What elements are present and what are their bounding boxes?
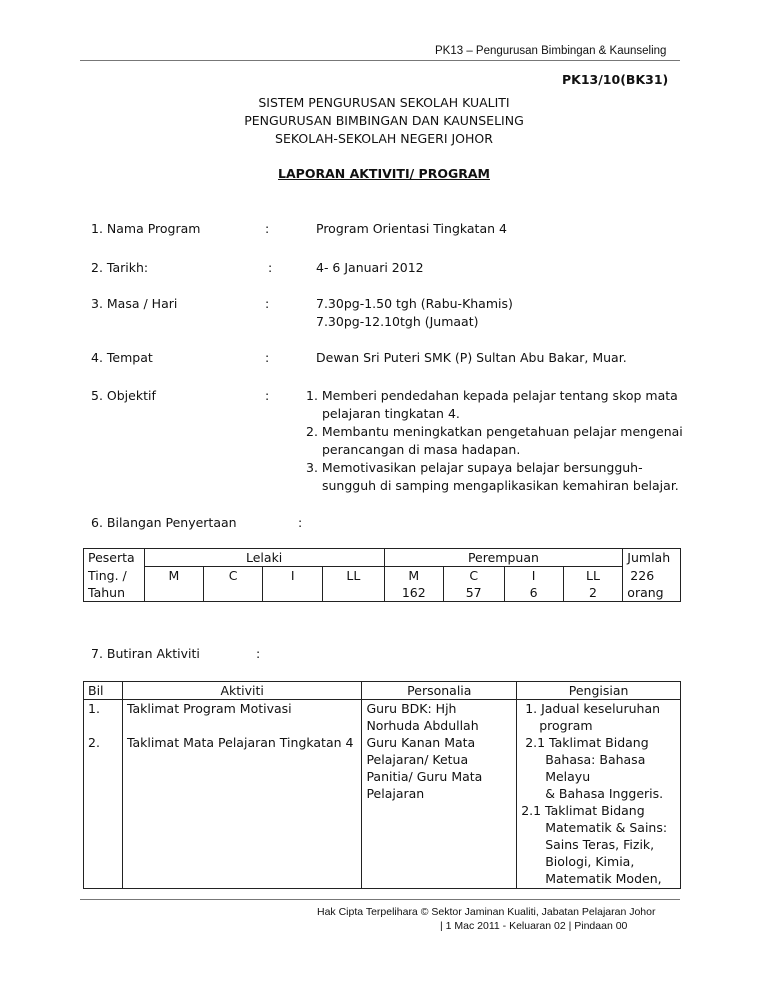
aktiviti-header: Aktiviti [122, 682, 361, 700]
peserta-header: Peserta [84, 549, 145, 567]
personalia-line: Panitia/ Guru Mata [366, 769, 483, 784]
jumlah-unit: orang [627, 584, 664, 600]
footer-copyright: Hak Cipta Terpelihara © Sektor Jaminan Kualiti, Jabatan Pelajaran Johor [317, 906, 656, 918]
objective-3-line-2: sungguh di samping mengaplikasikan kemahiran belajar. [322, 478, 679, 493]
tahun-label: Tahun [88, 584, 125, 600]
sub-header-i: I [290, 568, 295, 583]
personalia-line: Pelajaran [366, 786, 425, 801]
org-line-1: SISTEM PENGURUSAN SEKOLAH KUALITI [258, 95, 510, 110]
activities-table [83, 681, 681, 889]
activities-body-row [84, 700, 681, 889]
personalia-cell [362, 700, 517, 889]
field-separator: : [298, 515, 303, 530]
objective-2-line-2: perancangan di masa hadapan. [322, 442, 521, 457]
pengisian-line: 2.1 Taklimat Bidang [521, 803, 645, 818]
pengisian-header: Pengisian [517, 682, 681, 700]
pengisian-line: Matematik Moden, [545, 871, 662, 886]
field-separator: : [265, 221, 270, 236]
ting-tahun-cell [84, 567, 145, 602]
field-separator: : [256, 646, 261, 661]
sub-header-ll: LL [586, 568, 600, 583]
participants-header-row [84, 549, 681, 567]
pengisian-line: Matematik & Sains: [545, 820, 668, 835]
lelaki-ll-cell [323, 567, 384, 602]
field-label-objektif: 5. Objektif [91, 388, 156, 403]
footer-revision: | 1 Mac 2011 - Keluaran 02 | Pindaan 00 [440, 920, 628, 932]
header-rule [80, 60, 680, 61]
pengisian-line: 2.1 Taklimat Bidang [525, 735, 649, 750]
participants-values-row [84, 567, 681, 602]
field-label-tempat: 4. Tempat [91, 350, 153, 365]
perempuan-i-value: 6 [529, 585, 538, 600]
lelaki-m-cell [144, 567, 203, 602]
perempuan-header: Perempuan [384, 549, 623, 567]
field-label-bilangan: 6. Bilangan Penyertaan [91, 515, 237, 530]
org-line-2: PENGURUSAN BIMBINGAN DAN KAUNSELING [244, 113, 524, 128]
perempuan-c-cell [443, 567, 504, 602]
objective-3-line-1: 3. Memotivasikan pelajar supaya belajar bersungguh- [306, 460, 643, 475]
pengisian-line: Bahasa: Bahasa Melayu [545, 752, 646, 784]
ting-label: Ting. / [88, 567, 127, 583]
field-value-masa-1: 7.30pg-1.50 tgh (Rabu-Khamis) [316, 296, 513, 311]
personalia-line: Norhuda Abdullah [366, 718, 479, 733]
field-label-nama-program: 1. Nama Program [91, 221, 201, 236]
pengisian-cell [517, 700, 681, 889]
bil-header: Bil [84, 682, 123, 700]
pengisian-line: & Bahasa Inggeris. [545, 786, 664, 801]
personalia-line: Guru BDK: Hjh [366, 701, 457, 716]
field-value-tempat: Dewan Sri Puteri SMK (P) Sultan Abu Bakar, Muar. [316, 350, 627, 365]
jumlah-cell [623, 567, 681, 602]
header-title: PK13 – Pengurusan Bimbingan & Kaunseling [435, 45, 667, 57]
lelaki-c-cell [204, 567, 263, 602]
pengisian-line: program [539, 718, 593, 733]
pengisian-line: Sains Teras, Fizik, [545, 837, 655, 852]
personalia-header: Personalia [362, 682, 517, 700]
pengisian-line: Biologi, Kimia, [545, 854, 635, 869]
bil-cell [84, 700, 123, 889]
document-code: PK13/10(BK31) [562, 72, 669, 87]
participants-table [83, 548, 681, 602]
report-title: LAPORAN AKTIVITI/ PROGRAM [278, 166, 490, 181]
field-value-nama-program: Program Orientasi Tingkatan 4 [316, 221, 507, 236]
sub-header-m: M [168, 568, 180, 583]
objective-1-line-2: pelajaran tingkatan 4. [322, 406, 460, 421]
field-separator: : [265, 388, 270, 403]
lelaki-header: Lelaki [144, 549, 384, 567]
aktiviti-1: Taklimat Program Motivasi [126, 701, 292, 716]
bil-2: 2. [88, 735, 100, 750]
org-line-3: SEKOLAH-SEKOLAH NEGERI JOHOR [275, 131, 493, 146]
field-value-masa-2: 7.30pg-12.10tgh (Jumaat) [316, 314, 479, 329]
aktiviti-cell [122, 700, 361, 889]
perempuan-ll-cell [563, 567, 623, 602]
field-separator: : [265, 296, 270, 311]
personalia-line: Guru Kanan Mata [366, 735, 476, 750]
field-label-butiran: 7. Butiran Aktiviti [91, 646, 200, 661]
activities-header-row [84, 682, 681, 700]
objective-1-line-1: 1. Memberi pendedahan kepada pelajar tentang skop mata [306, 388, 678, 403]
jumlah-value: 226 [630, 567, 655, 583]
sub-header-i: I [531, 568, 536, 583]
field-value-tarikh: 4- 6 Januari 2012 [316, 260, 424, 275]
field-label-tarikh: 2. Tarikh: [91, 260, 149, 275]
aktiviti-2: Taklimat Mata Pelajaran Tingkatan 4 [126, 735, 354, 750]
perempuan-m-cell [384, 567, 443, 602]
perempuan-m-value: 162 [401, 585, 426, 600]
personalia-line: Pelajaran/ Ketua [366, 752, 469, 767]
lelaki-i-cell [263, 567, 323, 602]
field-label-masa: 3. Masa / Hari [91, 296, 178, 311]
field-separator: : [268, 260, 273, 275]
perempuan-c-value: 57 [465, 585, 482, 600]
sub-header-c: C [228, 568, 238, 583]
field-separator: : [265, 350, 270, 365]
jumlah-header: Jumlah [623, 549, 681, 567]
sub-header-c: C [469, 568, 479, 583]
sub-header-ll: LL [346, 568, 361, 583]
objective-2-line-1: 2. Membantu meningkatkan pengetahuan pelajar mengenai [306, 424, 683, 439]
sub-header-m: M [408, 568, 420, 583]
pengisian-line: 1. Jadual keseluruhan [525, 701, 661, 716]
bil-1: 1. [88, 701, 100, 716]
footer-rule [80, 899, 680, 900]
perempuan-ll-value: 2 [589, 585, 597, 600]
perempuan-i-cell [504, 567, 563, 602]
